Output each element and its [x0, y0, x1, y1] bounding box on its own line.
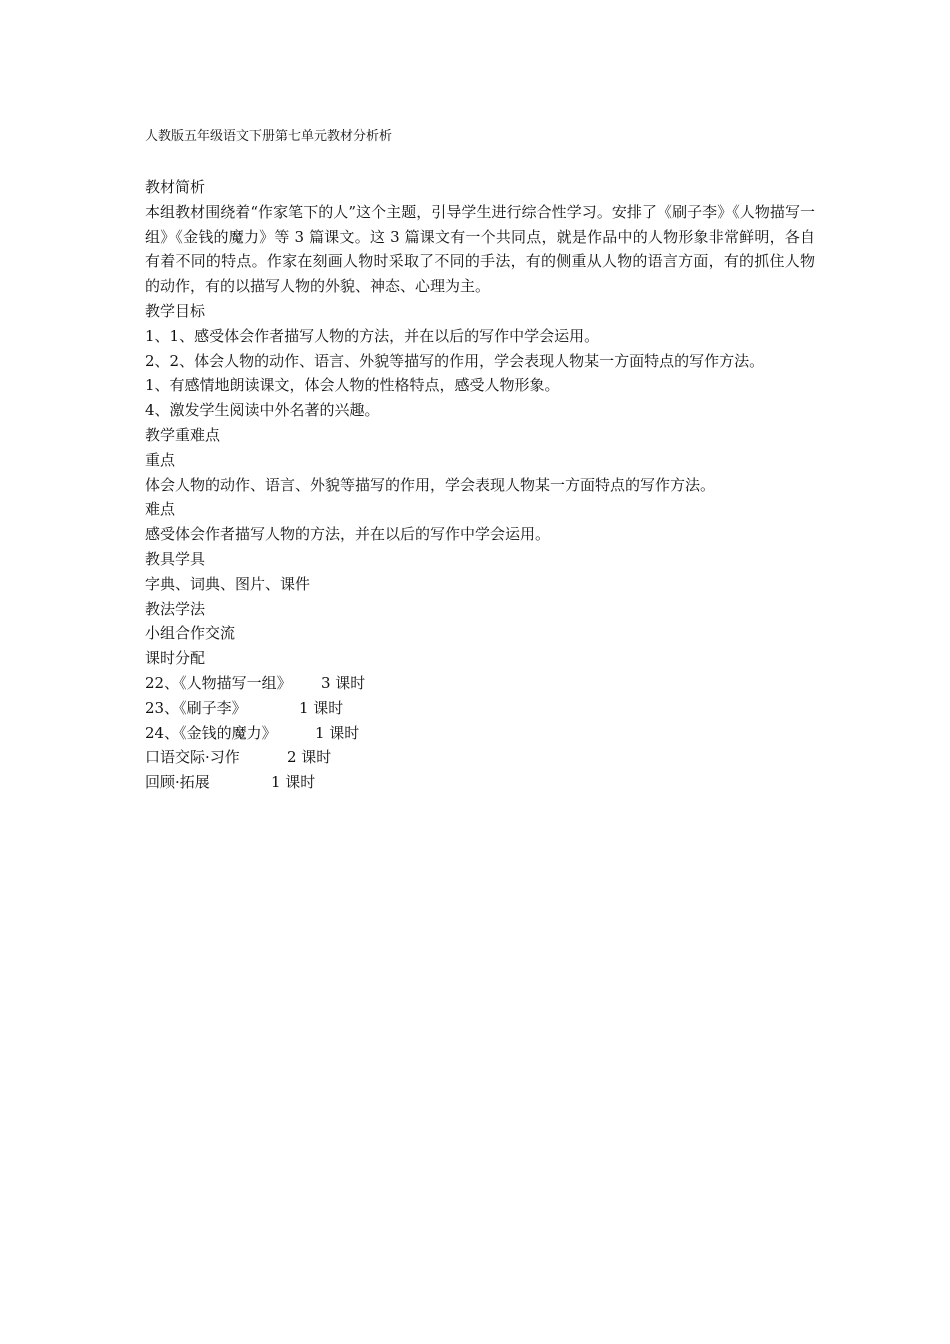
schedule-item: 22、《人物描写一组》 [145, 673, 292, 692]
tools-heading: 教具学具 [145, 549, 206, 568]
schedule-row [145, 745, 815, 770]
schedule-item: 回顾·拓展 [145, 773, 210, 792]
analysis-paragraph: 本组教材围绕着“作家笔下的人”这个主题，引导学生进行综合性学习。安排了《刷子李》《人物描写一组》《金钱的魔力》等 3 篇课文。这 3 篇课文有一个共同点，就是作品中的人物形象非常鲜明，各自有着不同的特点。作家在刻画人物时采取了不同的手法，有的侧重从人物的语言方面，有的抓住人物的动作，有的以描写人物的外貌、神态、心理为主。 [145, 202, 815, 296]
schedule-hours: 3 课时 [321, 673, 366, 692]
goal-item: 4、激发学生阅读中外名著的兴趣。 [145, 401, 380, 420]
goals-heading: 教学目标 [145, 301, 206, 320]
document-title: 人教版五年级语文下册第七单元教材分析析 [145, 129, 393, 144]
key-points-heading: 教学重难点 [145, 425, 221, 444]
schedule-item: 24、《金钱的魔力》 [145, 723, 277, 742]
difficulty-text: 感受体会作者描写人物的方法，并在以后的写作中学会运用。 [145, 525, 551, 544]
methods-heading: 教法学法 [145, 599, 206, 618]
key-point-label: 重点 [145, 450, 176, 469]
schedule-hours: 1 课时 [271, 773, 316, 792]
schedule-item: 23、《刷子李》 [145, 698, 247, 717]
difficulty-label: 难点 [145, 500, 176, 519]
goal-item: 1、有感情地朗读课文，体会人物的性格特点，感受人物形象。 [145, 376, 560, 395]
goal-item: 1、1、感受体会作者描写人物的方法，并在以后的写作中学会运用。 [145, 326, 600, 345]
schedule-hours: 1 课时 [299, 698, 344, 717]
analysis-heading: 教材简析 [145, 178, 206, 196]
schedule-row [145, 696, 815, 721]
schedule-item: 口语交际·习作 [145, 748, 240, 767]
methods-text: 小组合作交流 [145, 624, 236, 643]
schedule-heading: 课时分配 [145, 649, 206, 668]
schedule-row [145, 721, 815, 746]
goal-item: 2、2、体会人物的动作、语言、外貌等描写的作用，学会表现人物某一方面特点的写作方法。 [145, 351, 765, 370]
document-body [145, 175, 815, 795]
tools-text: 字典、词典、图片、课件 [145, 574, 311, 593]
schedule-hours: 2 课时 [287, 748, 332, 767]
schedule-row [145, 770, 815, 795]
schedule-hours: 1 课时 [315, 723, 360, 742]
schedule-row [145, 671, 815, 696]
key-point-text: 体会人物的动作、语言、外貌等描写的作用，学会表现人物某一方面特点的写作方法。 [145, 475, 716, 494]
